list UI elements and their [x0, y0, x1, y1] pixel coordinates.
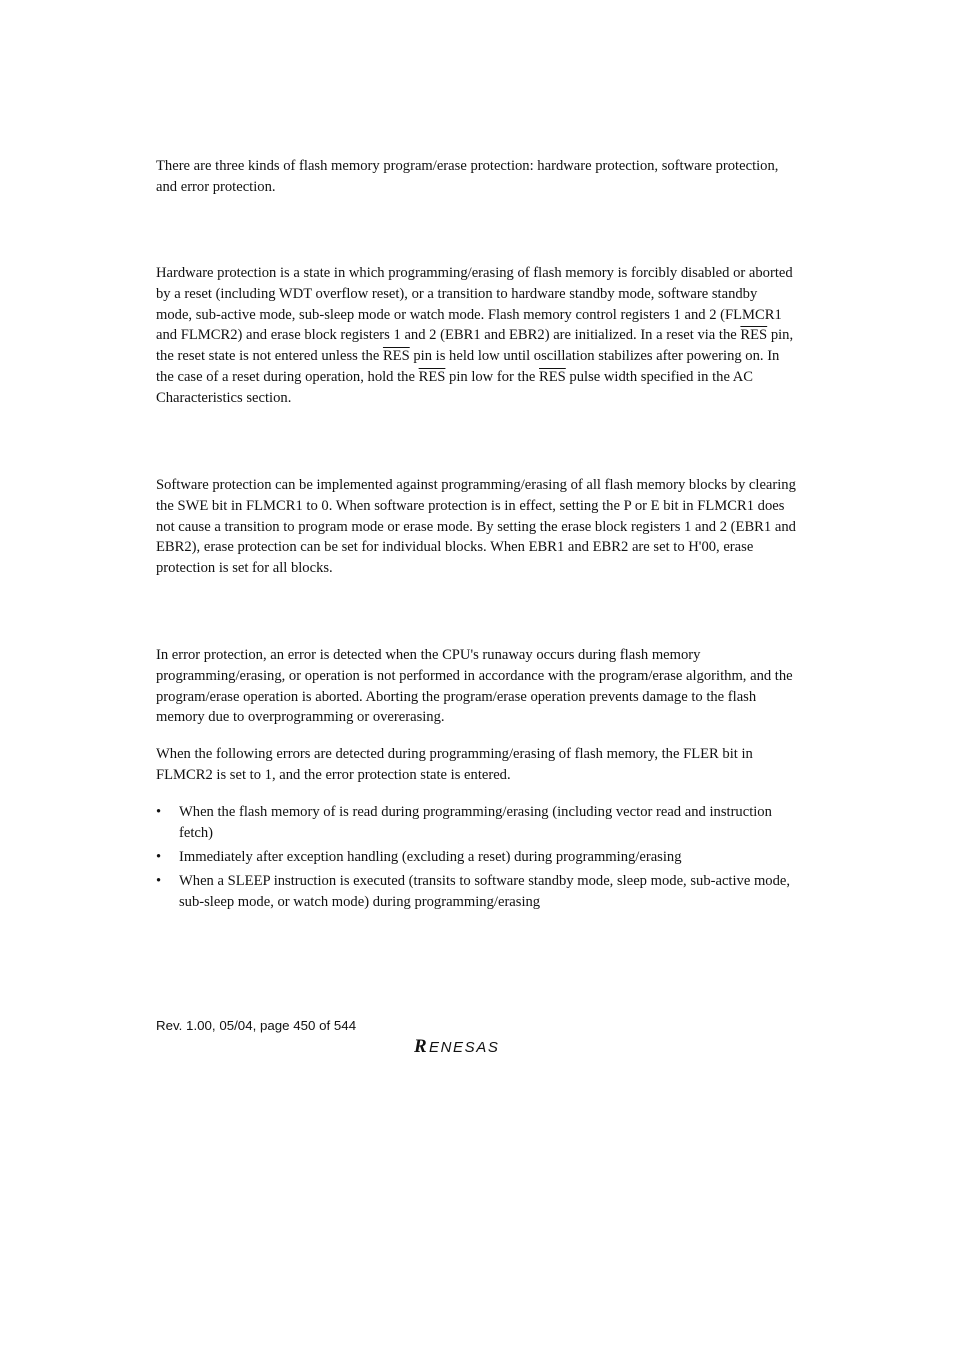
- svg-text:ENESAS: ENESAS: [429, 1039, 500, 1056]
- renesas-logo-icon: [414, 1036, 536, 1056]
- list-item: [156, 802, 796, 844]
- list-item: [156, 871, 796, 913]
- hardware-text-5: pulse width specified in the AC Characteristics section.: [156, 368, 754, 406]
- res-signal-3: $\overline{RES}$: [418, 368, 446, 385]
- bullet-icon: •: [156, 804, 162, 820]
- page-footer-revision: Rev. 1.00, 05/04, page 450 of 544: [156, 1018, 357, 1033]
- renesas-logo: [414, 1036, 536, 1061]
- res-signal-1: $\overline{RES}$: [740, 327, 768, 344]
- error-conditions-intro: When the following errors are detected during programming/erasing of flash memory, the FLER bit in FLMCR2 is set to 1, and the error protection state is entered.: [156, 746, 753, 783]
- error-protection-paragraph: In error protection, an error is detected when the CPU's runaway occurs during flash memory programming/erasing, or operation is not performed in accordance with the program/erase algorithm, and the program/erase operation is aborted. Aborting the program/erase operation prevents damage to the flash memory due to overprogramming or overerasing.: [156, 647, 793, 726]
- svg-text:R: R: [414, 1036, 428, 1056]
- hardware-text-4: pin low for the: [445, 368, 540, 385]
- software-protection-paragraph: Software protection can be implemented against programming/erasing of all flash memory blocks by clearing the SWE bit in FLMCR1 to 0. When software protection is in effect, setting the P or E bit in FLMCR1 does not cause a transition to program mode or erase mode. By setting the erase block registers 1 and 2 (EBR1 and EBR2), erase protection can be set for individual blocks. When EBR1 and EBR2 are set to H'00, erase protection is set for all blocks.: [156, 477, 796, 577]
- res-signal-4: $\overline{RES}$: [539, 368, 566, 385]
- res-signal-2: $\overline{RES}$: [382, 348, 410, 365]
- list-item-text: Immediately after exception handling (excluding a reset) during programming/erasing: [179, 849, 682, 866]
- bullet-icon: •: [156, 849, 162, 866]
- hardware-text-1: Hardware protection is a state in which programming/erasing of flash memory is forcibly disabled or aborted by a reset (including WDT overflow reset), or a transition to hardware standby mode, software standby mode, sub-active mode, sub-sleep mode or watch mode. Flash memory control registers 1 and 2 (FLMCR1 and FLMCR2) and erase block registers 1 and 2 (EBR1 and EBR2) are initialized. In a reset via the: [156, 265, 793, 344]
- hardware-protection-paragraph: [156, 263, 796, 409]
- hardware-text-2: pin, the reset state is not entered unless the: [156, 327, 794, 365]
- list-item-text: When a SLEEP instruction is executed (transits to software standby mode, sleep mode, sub-active mode, sub-sleep mode, or watch mode) during programming/erasing: [179, 873, 791, 911]
- list-item: [156, 847, 796, 868]
- list-item-text: When the flash memory of is read during programming/erasing (including vector read and instruction fetch): [179, 804, 772, 841]
- bullet-icon: •: [156, 873, 162, 890]
- hardware-text-3: pin is held low until oscillation stabilizes after powering on. In the case of a reset during operation, hold the: [156, 348, 780, 385]
- intro-paragraph: There are three kinds of flash memory program/erase protection: hardware protection, software protection, and error protection.: [156, 158, 779, 195]
- error-conditions-list: [156, 802, 796, 916]
